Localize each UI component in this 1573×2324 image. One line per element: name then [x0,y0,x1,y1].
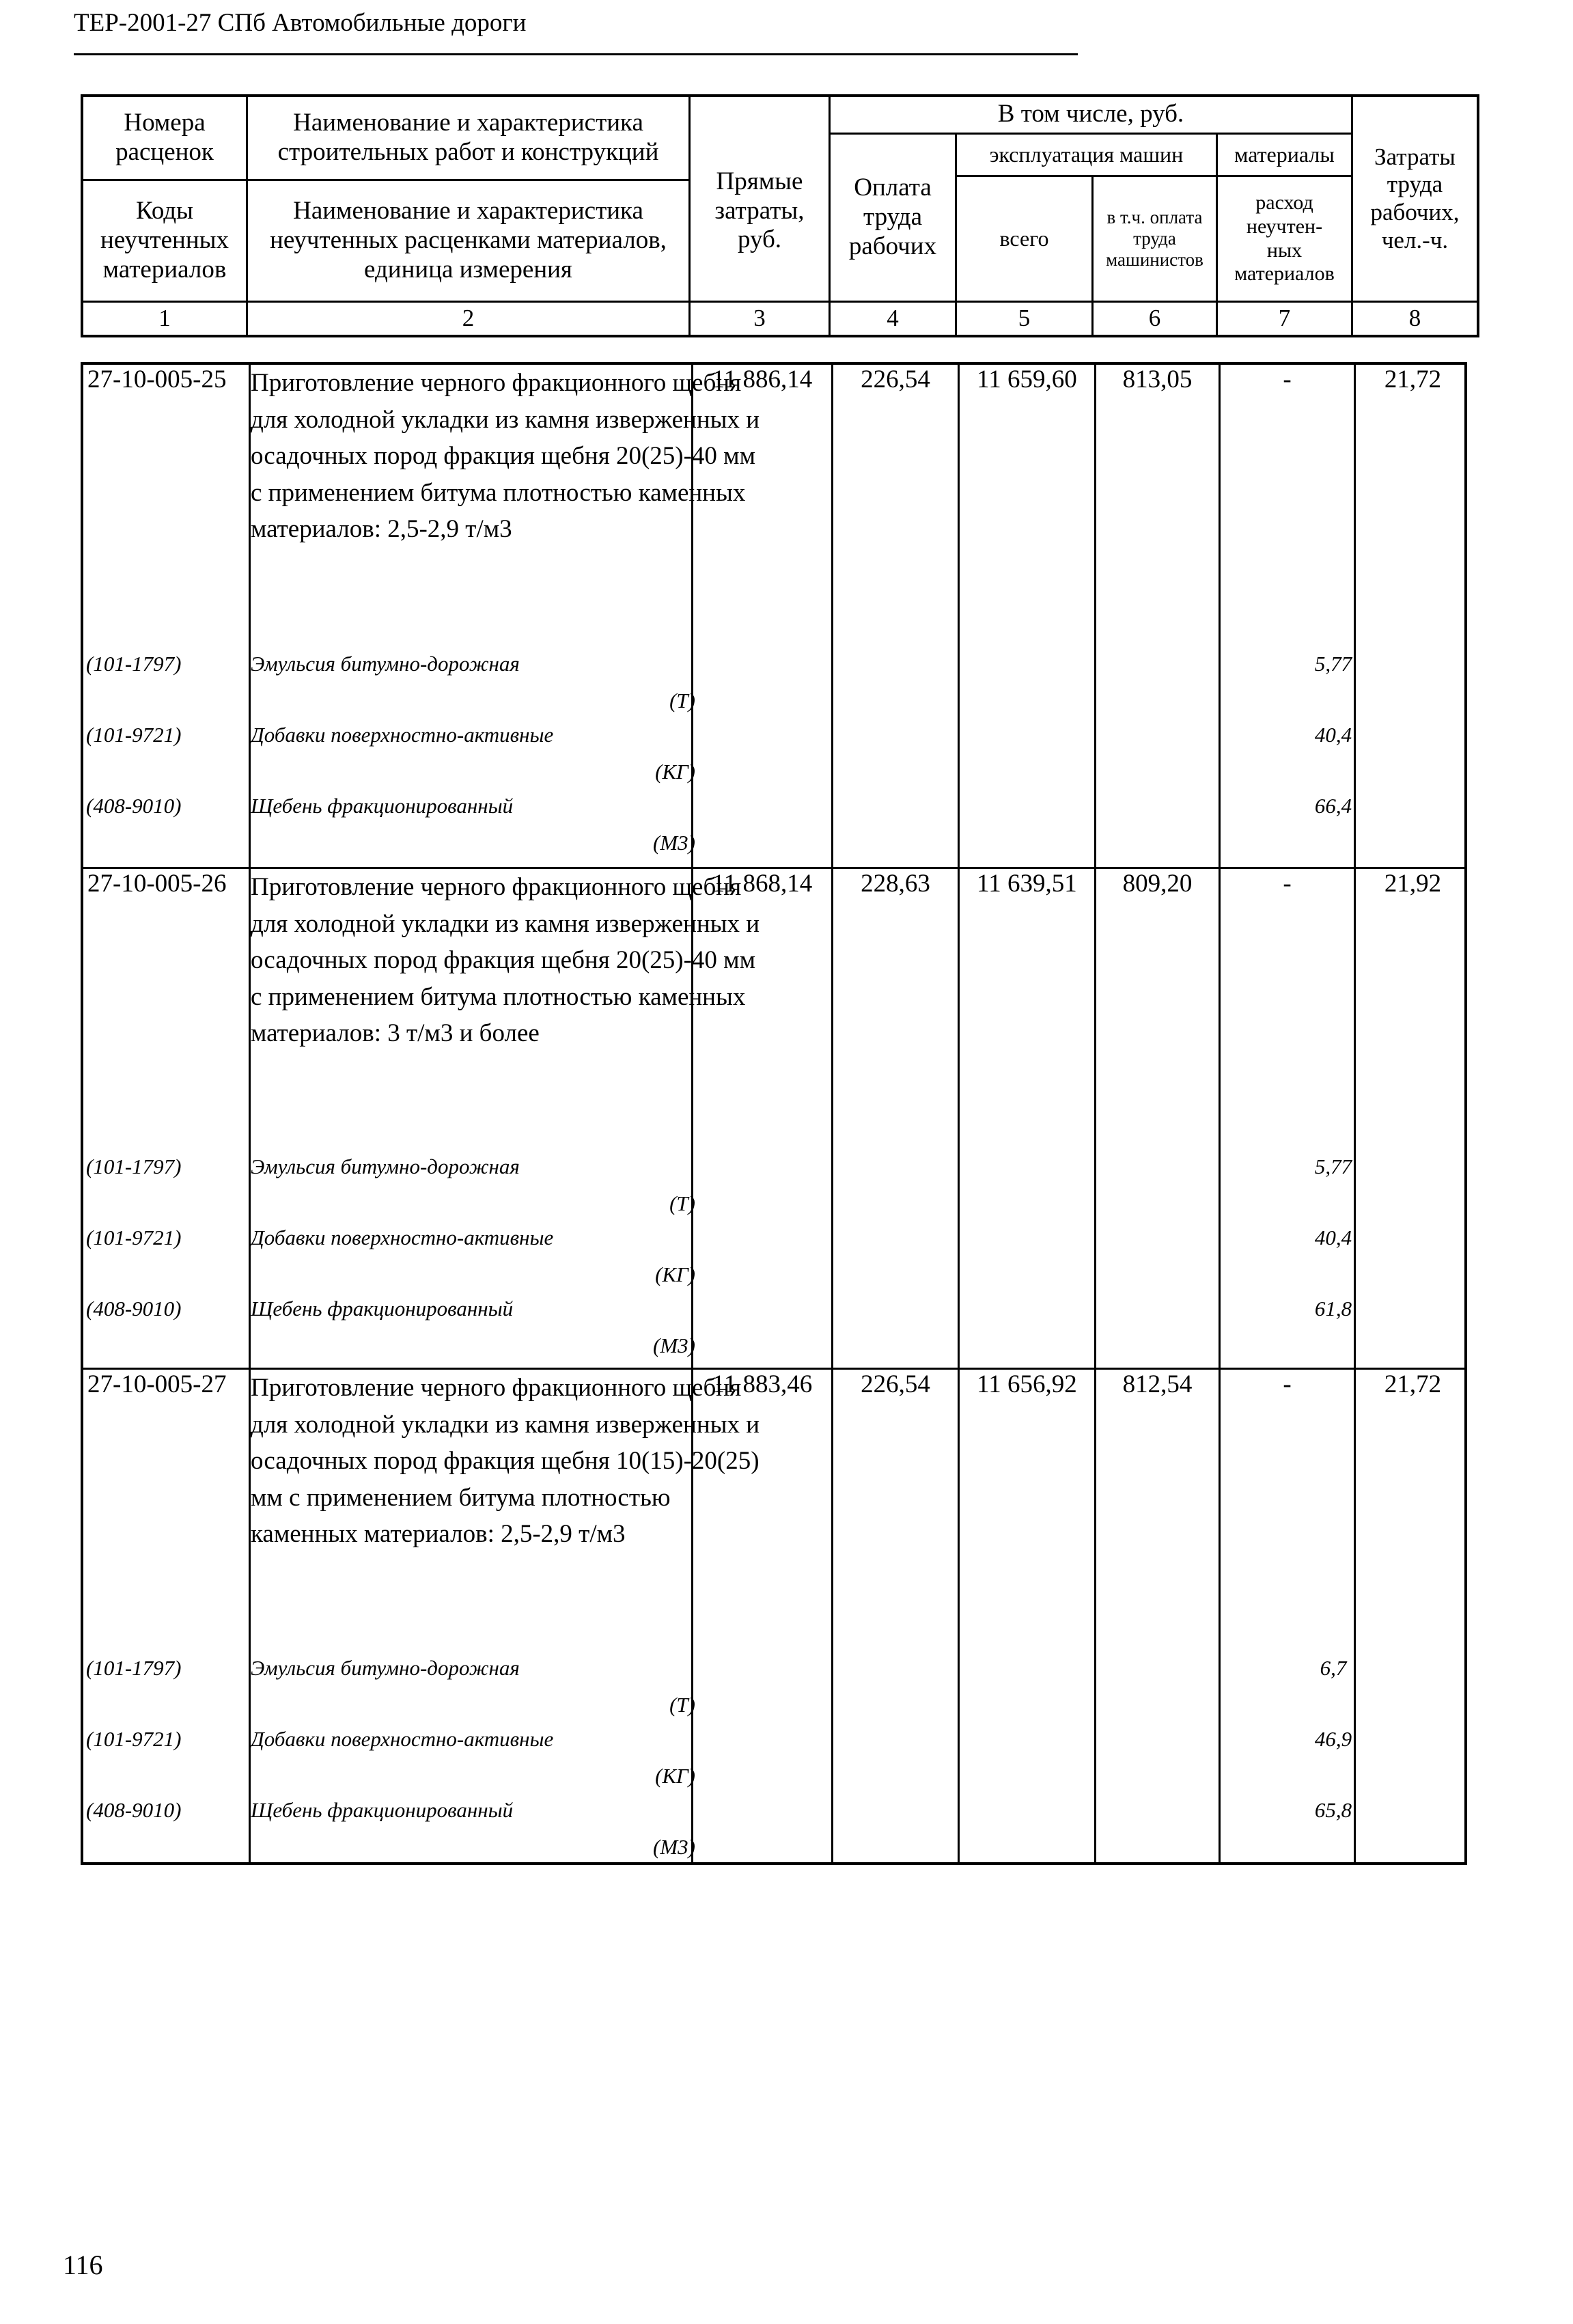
material-name: Добавки поверхностно-активные [251,1727,554,1751]
header-col6: в т.ч. оплата труда машинистов [1106,206,1203,271]
column-divider [958,365,960,1862]
material-code: (101-9721) [86,1226,182,1249]
header-col3: Прямые затраты, руб. [714,167,805,254]
material-unit: (КГ) [655,760,695,784]
material-code: (101-1797) [86,652,182,676]
material-unit: (КГ) [655,1262,695,1286]
material-name: Эмульсия битумно-дорожная [251,652,520,676]
material-unit: (М3) [653,831,695,855]
material-unit: (Т) [669,1693,695,1717]
material-name: Эмульсия битумно-дорожная [251,1154,520,1178]
rate-code: 27-10-005-27 [87,1370,227,1398]
header-machines: эксплуатация машин [989,141,1184,167]
material-code: (408-9010) [86,1297,182,1320]
material-unit: (М3) [653,1835,695,1859]
column-number: 3 [753,305,766,332]
column-number: 5 [1018,305,1031,332]
column-number: 8 [1408,305,1421,332]
material-name: Щебень фракционированный [251,1798,514,1822]
direct-cost: 11 868,14 [712,870,813,898]
material-quantity: 40,4 [1314,723,1352,747]
materials-cost: - [1283,365,1292,393]
header-col7: расход неучтен-ных материалов [1234,191,1335,286]
material-name: Щебень фракционированный [251,794,514,818]
column-divider [1354,365,1356,1862]
direct-cost: 11 883,46 [712,1370,813,1398]
column-number: 2 [462,305,475,332]
material-code: (408-9010) [86,794,182,818]
material-unit: (Т) [669,1191,695,1215]
machinist-pay: 813,05 [1122,365,1193,393]
rate-code: 27-10-005-25 [87,365,227,393]
header-group: В том числе, руб. [997,99,1184,128]
header-col1-bottom: Коды неучтенных материалов [100,197,229,283]
materials-cost: - [1283,1370,1292,1398]
machines-total: 11 639,51 [977,870,1077,898]
column-divider [1094,365,1096,1862]
material-code: (101-9721) [86,1727,182,1751]
material-quantity: 5,77 [1314,652,1352,676]
material-quantity: 40,4 [1314,1226,1352,1249]
material-name: Добавки поверхностно-активные [251,723,554,747]
material-code: (101-1797) [86,1656,182,1680]
material-quantity: 6,7 [1320,1656,1347,1680]
rates-table [81,362,1467,1865]
header-col2-bottom: Наименование и характеристика неучтенных расценками материалов, единица измерения [270,197,667,283]
column-divider [831,365,833,1862]
labor-pay: 226,54 [861,1370,930,1398]
column-number: 4 [887,305,899,332]
rate-description: Приготовление черного фракционного щебня для холодной укладки из камня изверженных и осадочных пород фракция щебня 20(25)-40 мм с применением битума плотностью каменных материалов: 2,5-2,9 т/м3 [251,369,760,543]
material-quantity: 5,77 [1314,1154,1352,1178]
material-quantity: 61,8 [1314,1297,1352,1320]
direct-cost: 11 886,14 [712,365,813,393]
header-materials: материалы [1234,141,1335,167]
title-underline [74,53,1078,55]
column-divider [249,365,251,1862]
material-quantity: 65,8 [1314,1798,1352,1822]
header-col4: Оплата труда рабочих [848,174,937,260]
material-unit: (М3) [653,1333,695,1357]
header-col1-top: Номера расценок [115,109,214,166]
material-quantity: 66,4 [1314,794,1352,818]
header-col8: Затраты труда рабочих, чел.-ч. [1370,143,1460,253]
column-divider [1219,365,1221,1862]
rate-code: 27-10-005-26 [87,870,227,898]
column-number: 6 [1148,305,1161,332]
column-number: 7 [1278,305,1291,332]
labor-hours: 21,72 [1384,1370,1442,1398]
header-col5: всего [999,225,1049,251]
column-number: 1 [158,305,171,332]
document-title: ТЕР-2001-27 СПб Автомобильные дороги [74,9,527,37]
labor-hours: 21,92 [1384,870,1442,898]
machines-total: 11 659,60 [977,365,1077,393]
material-code: (101-9721) [86,723,182,747]
labor-pay: 226,54 [861,365,930,393]
column-divider [691,365,693,1862]
machinist-pay: 812,54 [1122,1370,1193,1398]
rate-description: Приготовление черного фракционного щебня для холодной укладки из камня изверженных и осадочных пород фракция щебня 20(25)-40 мм с применением битума плотностью каменных материалов: 3 т/м3 и более [251,873,760,1047]
material-name: Эмульсия битумно-дорожная [251,1656,520,1680]
material-code: (101-1797) [86,1154,182,1178]
machines-total: 11 656,92 [977,1370,1077,1398]
material-unit: (КГ) [655,1764,695,1788]
labor-pay: 228,63 [861,870,930,898]
labor-hours: 21,72 [1384,365,1442,393]
table-header [81,94,1479,337]
rate-description: Приготовление черного фракционного щебня для холодной укладки из камня изверженных и осадочных пород фракция щебня 10(15)-20(25) мм с применением битума плотностью каменных материалов: 2,5-2,9 т/м3 [251,1374,760,1548]
material-code: (408-9010) [86,1798,182,1822]
material-quantity: 46,9 [1314,1727,1352,1751]
material-name: Щебень фракционированный [251,1297,514,1320]
materials-cost: - [1283,870,1292,898]
material-unit: (Т) [669,689,695,713]
page-number: 116 [63,2250,103,2280]
material-name: Добавки поверхностно-активные [251,1226,554,1249]
machinist-pay: 809,20 [1122,870,1193,898]
header-col2-top: Наименование и характеристика строительных работ и конструкций [277,109,659,166]
